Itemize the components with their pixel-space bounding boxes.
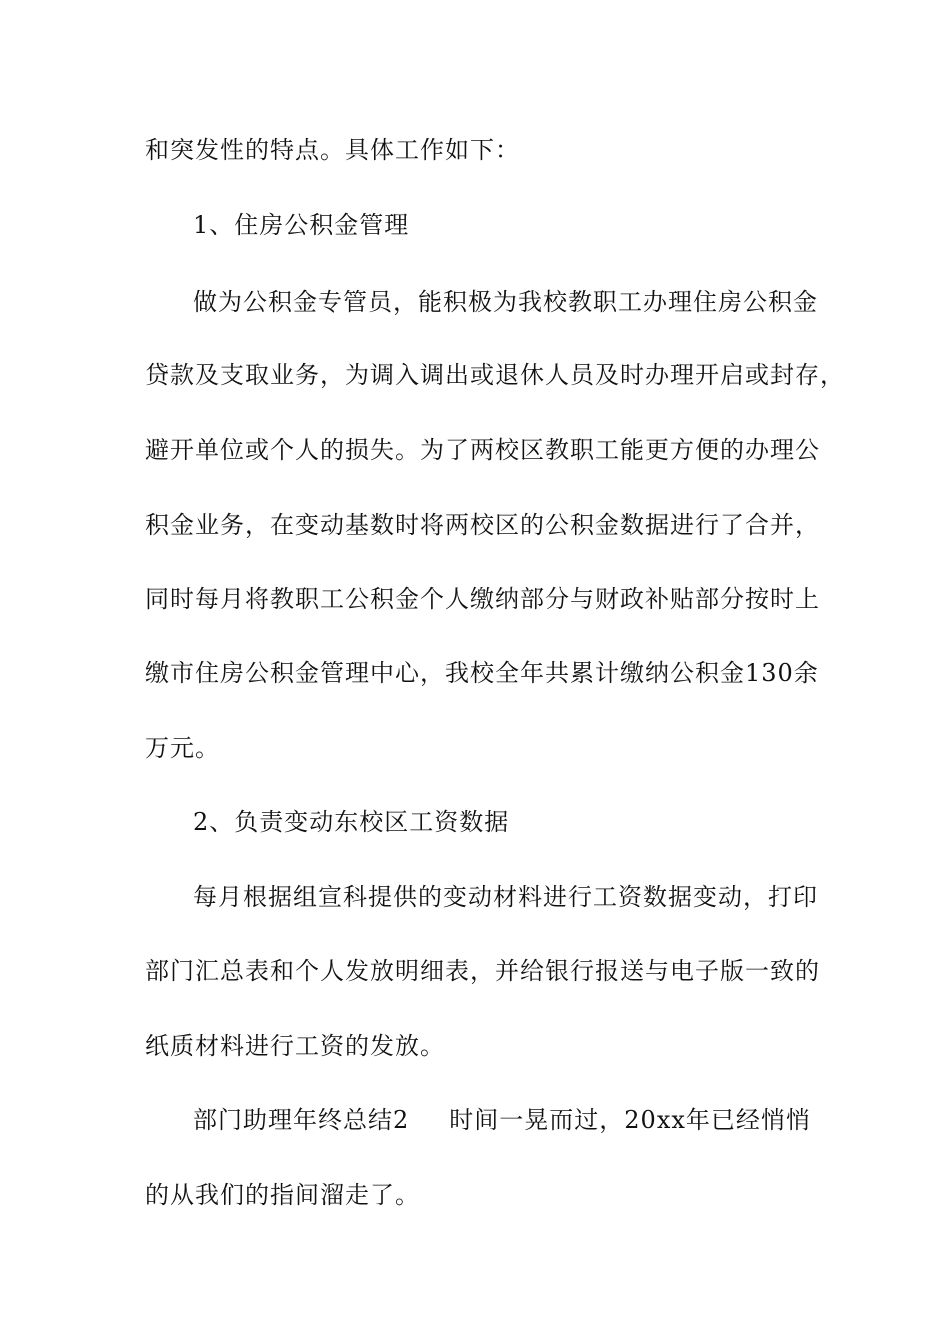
paragraph-line: 避开单位或个人的损失。为了两校区教职工能更方便的办理公 [145, 436, 820, 464]
section-heading: 2、负责变动东校区工资数据 [193, 808, 510, 836]
paragraph-line: 万元。 [145, 734, 220, 762]
paragraph-line: 缴市住房公积金管理中心，我校全年共累计缴纳公积金130余 [145, 659, 819, 687]
paragraph-text: 时间一晃而过，20xx年已经悄悄 [449, 1106, 811, 1134]
paragraph-line: 的从我们的指间溜走了。 [145, 1181, 420, 1209]
paragraph-line: 同时每月将教职工公积金个人缴纳部分与财政补贴部分按时上 [145, 585, 820, 613]
paragraph-line: 纸质材料进行工资的发放。 [145, 1032, 445, 1060]
document-title-inline: 部门助理年终总结2 [193, 1106, 410, 1134]
paragraph-line: 做为公积金专管员，能积极为我校教职工办理住房公积金 [193, 288, 818, 316]
section-heading: 1、住房公积金管理 [193, 211, 410, 239]
paragraph-line: 贷款及支取业务，为调入调出或退休人员及时办理开启或封存， [145, 361, 845, 389]
paragraph-line: 每月根据组宣科提供的变动材料进行工资数据变动，打印 [193, 883, 818, 911]
paragraph-line: 和突发性的特点。具体工作如下： [145, 136, 520, 164]
paragraph-line: 部门汇总表和个人发放明细表，并给银行报送与电子版一致的 [145, 957, 820, 985]
paragraph-line [193, 1105, 811, 1135]
paragraph-line: 积金业务，在变动基数时将两校区的公积金数据进行了合并， [145, 511, 820, 539]
